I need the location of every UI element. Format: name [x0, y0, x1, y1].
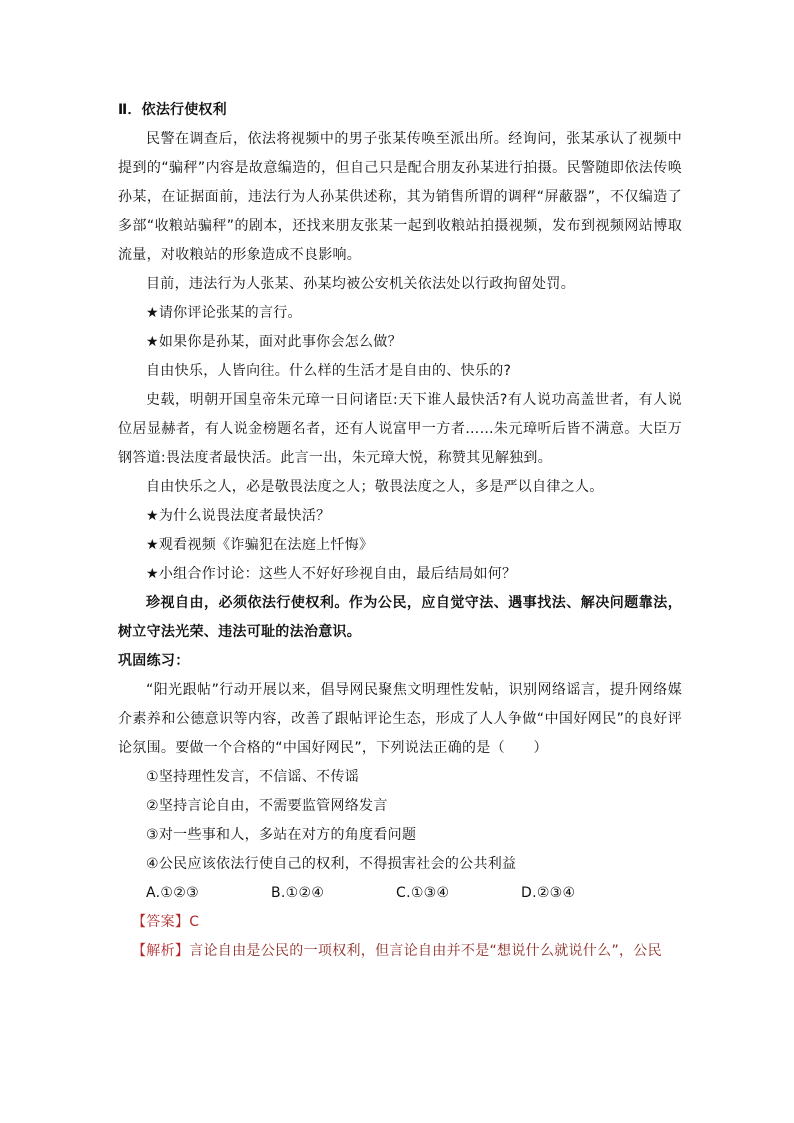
question-item: ★为什么说畏法度者最快活？: [146, 508, 331, 524]
paragraph: 目前，违法行为人张某、孙某均被公安机关依法处以行政拘留处罚。: [146, 276, 575, 292]
question-item: ★如果你是孙某，面对此事你会怎么做？: [146, 334, 402, 350]
paragraph: 民警在调查后，依法将视频中的男子张某传唤至派出所。经询问，张某承认了视频中提到的“骗秤”内容是故意编造的，但自己只是配合朋友孙某进行拍摄。民警随即依法传唤孙某，在证据面前，违法行为人孙某供述称，其为销售所谓的调秤“屏蔽器”，不仅编造了多部“收粮站骗秤”的剧本，还找来朋友张某一起到收粮站拍摄视频，发布到视频网站博取流量，对收粮站的形象造成不良影响。: [118, 131, 682, 263]
document-content: [118, 96, 682, 966]
choice-c: C.①③④: [396, 885, 450, 901]
statement-item: ④公民应该依法行使自己的权利，不得损害社会的公共利益: [146, 856, 517, 872]
exercise-stem: “阳光跟帖”行动开展以来，倡导网民聚焦文明理性发帖，识别网络谣言，提升网络媒介素养和公德意识等内容，改善了跟帖评论生态，形成了人人争做“中国好网民”的良好评论氛围。要做一个合格的“中国好网民”，下列说法正确的是（ ）: [118, 682, 682, 756]
choice-d: D.②③④: [521, 885, 576, 901]
analysis-label: 【解析】: [132, 943, 190, 959]
statement-item: ③对一些事和人，多站在对方的角度看问题: [146, 827, 417, 843]
analysis-text: 言论自由是公民的一项权利，但言论自由并不是“想说什么就说什么”，公民: [189, 943, 662, 959]
answer-label: 【答案】: [132, 914, 190, 930]
choice-b: B.①②④: [271, 885, 325, 901]
question-item: ★小组合作讨论：这些人不好好珍视自由，最后结局如何？: [146, 566, 517, 582]
question-item: ★请你评论张某的言行。: [146, 305, 302, 321]
exercise-title: 巩固练习：: [118, 653, 190, 669]
statement-item: ①坚持理性发言，不信谣、不传谣: [146, 769, 360, 785]
answer-choices: [118, 879, 682, 908]
analysis-line: [118, 937, 682, 966]
conclusion-paragraph: 珍视自由，必须依法行使权利。作为公民，应自觉守法、遇事找法、解决问题靠法，树立守法光荣、违法可耻的法治意识。: [118, 595, 682, 640]
section-heading: Ⅱ．依法行使权利: [118, 102, 227, 118]
paragraph: 自由快乐，人皆向往。什么样的生活才是自由的、快乐的?: [146, 363, 512, 379]
paragraph: 史载，明朝开国皇帝朱元璋一日问诸臣:天下谁人最快活?有人说功高盖世者，有人说位居显赫者，有人说金榜题名者，还有人说富甲一方者……朱元璋听后皆不满意。大臣万钢答道:畏法度者最快活。此言一出，朱元璋大悦，称赞其见解独到。: [118, 392, 682, 466]
statement-item: ②坚持言论自由，不需要监管网络发言: [146, 798, 388, 814]
answer-line: [118, 908, 682, 937]
choice-a: A.①②③: [146, 885, 199, 901]
answer-value: C: [189, 914, 200, 930]
question-item: ★观看视频《诈骗犯在法庭上忏悔》: [146, 537, 374, 553]
paragraph: 自由快乐之人，必是敬畏法度之人；敬畏法度之人，多是严以自律之人。: [146, 479, 604, 495]
